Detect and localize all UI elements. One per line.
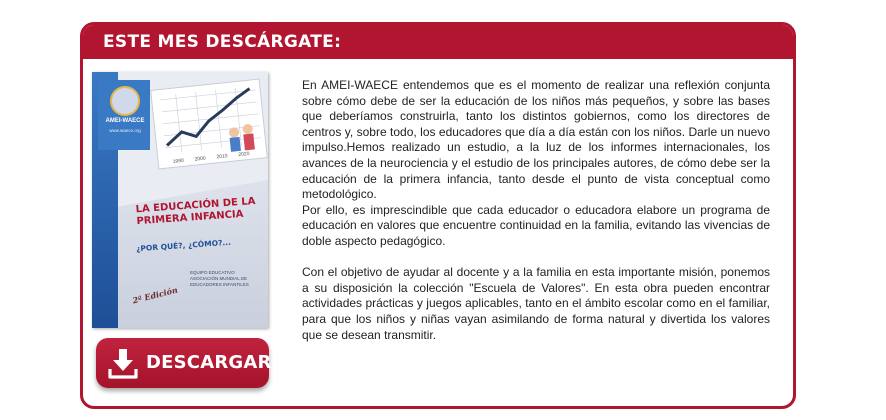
cover-logo-text: AMEI-WAECE: [105, 118, 145, 124]
download-icon: [108, 347, 138, 379]
download-button-label: DESCARGAR: [146, 352, 272, 373]
logo-emblem-icon: [110, 86, 140, 116]
cover-chart-illustration: [150, 78, 268, 169]
chart-year-1: 1990: [172, 157, 185, 165]
cover-logo-url: www.waece.org: [109, 128, 141, 133]
chart-year-3: 2010: [216, 153, 228, 161]
book-cover-image[interactable]: [92, 72, 268, 328]
cover-edition: 2ª Edición: [131, 284, 179, 306]
article-text: [302, 78, 770, 343]
chart-year-4: 2020: [238, 150, 250, 159]
cover-subtitle: ¿POR QUÉ?, ¿CÓMO?...: [135, 237, 232, 254]
download-button[interactable]: [96, 338, 272, 388]
article-paragraph-3: Con el objetivo de ayudar al docente y a la familia en esta importante misión, ponemos a su disposición la colección "Escuela de Valores". En esta obra pueden encontrar actividades prácticas y juegos aplicables, tanto en el ámbito escolar como en el familiar, para que los niños y niñas vayan asimilando de forma natural y divertida los valores que se desean transmitir.: [302, 265, 770, 342]
cover-logo: [98, 80, 150, 150]
panel-header: ESTE MES DESCÁRGATE:: [83, 25, 793, 59]
chart-year-2: 2000: [194, 155, 207, 163]
cover-author: EQUIPO EDUCATIVO ASOCIACIÓN MUNDIAL DE EDUCADORES INFANTILES: [190, 270, 249, 287]
cover-title: LA EDUCACIÓN DE LA PRIMERA INFANCIA: [135, 195, 256, 228]
article-paragraph-2: Por ello, es imprescindible que cada educador o educadora elabore un programa de educación en valores que encuentre continuidad en la familia, evitando las vivencias de doble aspecto pedagógico.: [302, 202, 770, 248]
article-paragraph-1: En AMEI-WAECE entendemos que es el momento de realizar una reflexión conjunta sobre cómo debe de ser la educación de los niños más pequeños, y sobre las bases que deberíamos construirla, tanto los distintos gobiernos, como los directores de centros y, sobre todo, los educadores que día a día están con los niños. Darle un nuevo impulso.Hemos realizado un estudio, a la luz de los informes internacionales, los avances de la neurociencia y el estudio de los principales autores, de cómo debe ser la educación de la primera infancia, tanto desde el punto de vista conceptual como metodológico.: [302, 78, 770, 202]
